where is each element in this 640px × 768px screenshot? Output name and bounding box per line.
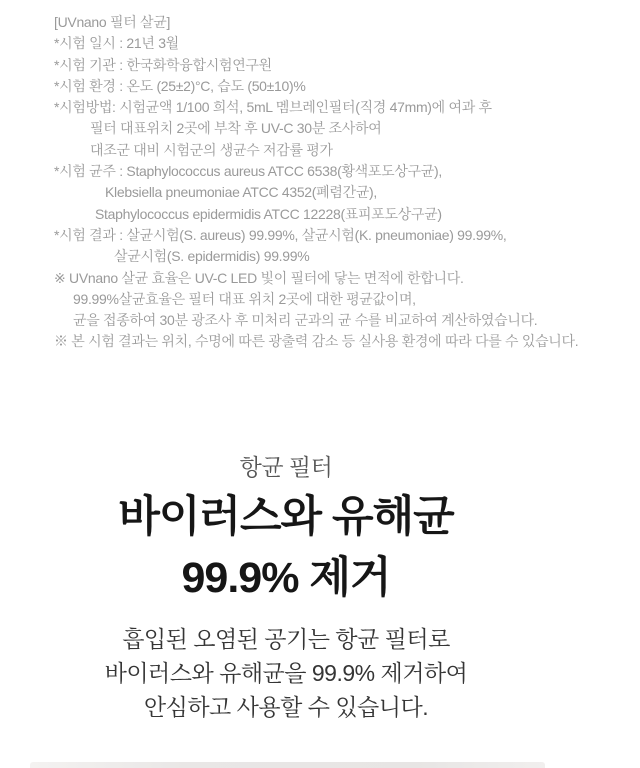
disclaimer-line: *시험 균주 : Staphylococcus aureus ATCC 6538(황색포도상구균),: [54, 163, 442, 180]
disclaimer-line: Staphylococcus epidermidis ATCC 12228(표피포도상구균): [95, 205, 442, 222]
disclaimer-line: *시험 일시 : 21년 3월: [54, 35, 179, 52]
description-line: 안심하고 사용할 수 있습니다.: [143, 694, 429, 720]
disclaimer-line: *시험 결과 : 살균시험(S. aureus) 99.99%, 살균시험(K. pneumoniae) 99.99%,: [54, 226, 507, 243]
section-eyebrow: 항균 필터: [239, 454, 333, 480]
next-section-image-top-edge: [30, 762, 545, 768]
disclaimer-line: ※ 본 시험 결과는 위치, 수명에 따른 광출력 감소 등 실사용 환경에 따라 다를 수 있습니다.: [54, 333, 579, 350]
disclaimer-line: 필터 대표위치 2곳에 부착 후 UV-C 30분 조사하여: [90, 120, 382, 137]
disclaimer-line: 살균시험(S. epidermidis) 99.99%: [114, 248, 310, 265]
description-line: 흡입된 오염된 공기는 항균 필터로: [122, 626, 450, 652]
disclaimer-line: ※ UVnano 살균 효율은 UV-C LED 빛이 필터에 닿는 면적에 한합니다.: [54, 269, 464, 286]
title-line-1: 바이러스와 유해균: [118, 493, 454, 541]
disclaimer-line: 99.99%살균효율은 필터 대표 위치 2곳에 대한 평균값이며,: [73, 290, 416, 307]
disclaimer-line: *시험방법: 시험균액 1/100 희석, 5mL 멤브레인필터(직경 47mm)에 여과 후: [54, 99, 492, 116]
disclaimer-line: Klebsiella pneumoniae ATCC 4352(폐렴간균),: [105, 184, 378, 201]
disclaimer-heading: [UVnano 필터 살균]: [54, 14, 171, 30]
title-line-2: 99.9% 제거: [181, 554, 391, 602]
disclaimer-line: *시험 기관 : 한국화학융합시험연구원: [54, 56, 272, 73]
description-line: 바이러스와 유해균을 99.9% 제거하여: [104, 660, 468, 686]
section-title: [0, 487, 572, 609]
disclaimer-line: 균을 접종하여 30분 광조사 후 미처리 군과의 균 수를 비교하여 계산하였습니다.: [73, 312, 538, 329]
uvnano-test-disclaimer: [54, 12, 614, 353]
disclaimer-line: *시험 환경 : 온도 (25±2)°C, 습도 (50±10)%: [54, 77, 306, 94]
section-description: [0, 622, 572, 724]
disclaimer-line: 대조군 대비 시험군의 생균수 저감률 평가: [90, 141, 333, 158]
